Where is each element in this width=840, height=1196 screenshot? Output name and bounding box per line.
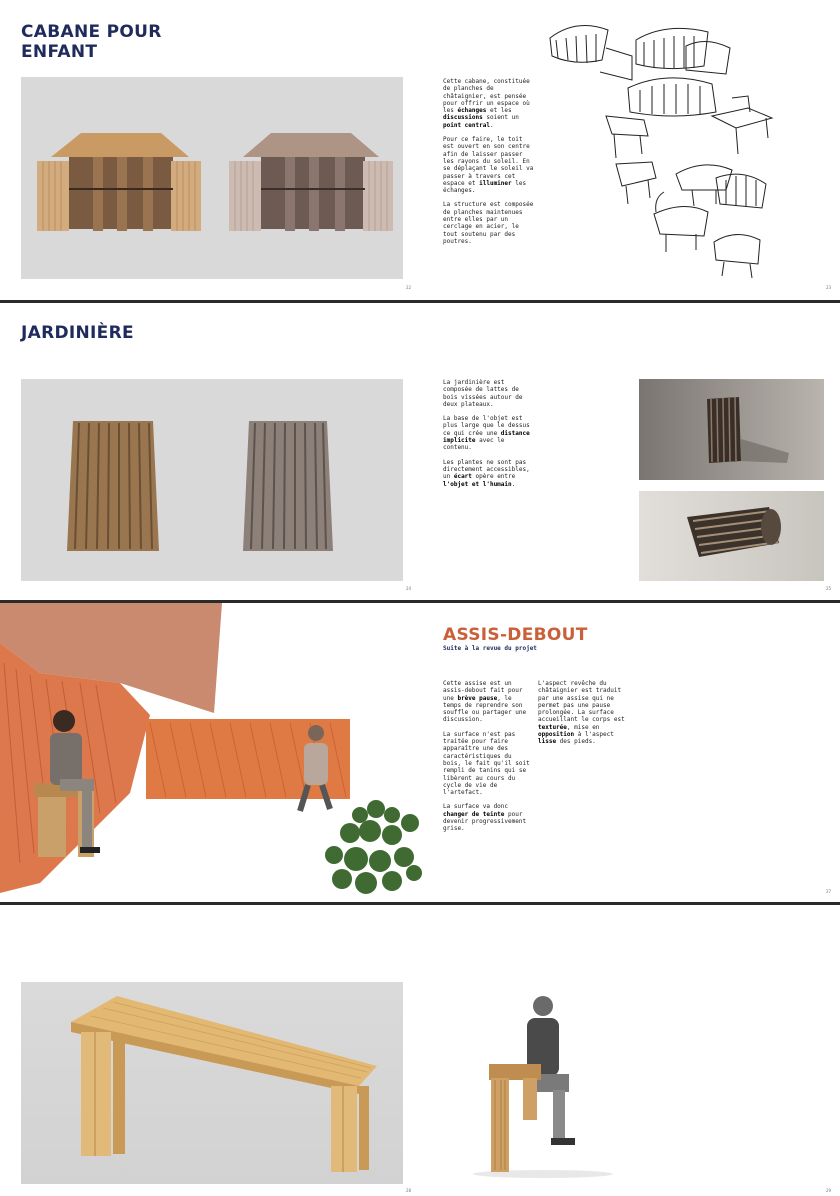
sketch-drawing-icon	[536, 8, 786, 280]
bench-person-photo	[443, 990, 628, 1180]
text-span: Cette cabane, constituée de planches de châtaignier, est pensée pour offrir un espace où les	[443, 78, 530, 115]
text-span: opère entre	[471, 473, 516, 481]
cabane-render-image	[21, 77, 403, 279]
cabane-sketches	[536, 8, 786, 280]
text-span: à l'aspect	[574, 731, 614, 739]
text-span: les échanges.	[443, 179, 527, 195]
wood-render-icon	[21, 982, 403, 1184]
page-number-left: 28	[406, 1188, 412, 1193]
bold-span: point central	[443, 121, 490, 129]
assis-paragraph-4	[538, 680, 626, 746]
text-span: pour devenir progressivement grise.	[443, 810, 527, 833]
bold-span: brève pause	[457, 694, 498, 702]
jardiniere-render	[21, 379, 403, 581]
text-span: .	[511, 480, 516, 488]
page-number-left: 24	[406, 586, 412, 591]
spread-cabane	[0, 0, 840, 300]
cabane-render	[21, 77, 403, 279]
text-span: La base de l'objet est plus large que le dessus ce qui crée une	[443, 415, 530, 437]
cabane-paragraph-3: La structure est composée de planches maintenues entre elles par un cerclage en acier, le tout soutenu par des poutres.	[443, 201, 534, 245]
text-span: et les	[486, 107, 512, 115]
assis-paragraph-2: La surface n'est pas traitée pour faire apparaître une des caractéristiques du bois, le fait qu'il soit rempli de tanins qui se libèrent au cours du cycle de vie de l'artefact.	[443, 730, 530, 797]
text-span: L'aspect revêche du châtaignier est traduit par une assise qui ne permet pas une pause prolongée. La surface accueillant le corps est	[538, 680, 625, 724]
assis-collage	[0, 603, 424, 902]
spread-jardiniere	[0, 303, 840, 600]
bench-render	[21, 982, 403, 1184]
jardiniere-paragraph-1: La jardinière est composée de lattes de bois vissées autour de deux plateaux.	[443, 379, 523, 408]
cabane-paragraph-1	[443, 78, 536, 129]
assis-subtitle: Suite à la revue du projet	[443, 645, 537, 652]
jardiniere-photo-1-image	[639, 379, 824, 480]
bold-span: texturée	[538, 723, 567, 731]
bold-span: lisse	[538, 738, 557, 746]
text-span: Cette assise est un assis-debout fait pour une	[443, 680, 523, 702]
cabane-title	[21, 22, 162, 62]
text-span: avec le contenu.	[443, 437, 505, 452]
jardiniere-photo-2	[639, 491, 824, 581]
text-span: , mise en	[566, 723, 600, 731]
bold-span: discussions	[443, 114, 483, 122]
assis-paragraph-1	[443, 680, 531, 724]
page-number-right: 25	[826, 586, 832, 591]
text-span: Pour ce faire, le toit est ouvert en son centre afin de laisser passer les rayons du soleil. En se déplaçant le soleil va passer à travers cet espace et	[443, 136, 534, 187]
assis-collage-image	[0, 603, 424, 902]
bold-span: l'objet et l'humain	[443, 480, 512, 488]
spread-assis-debout	[0, 603, 840, 902]
jardiniere-text	[443, 379, 536, 495]
assis-text-column-2	[538, 680, 626, 753]
bold-span: échanges	[457, 107, 487, 115]
jardiniere-photo-2-image	[639, 491, 824, 581]
jardiniere-photo-1	[639, 379, 824, 480]
person-figure-icon	[443, 990, 628, 1180]
bold-span: écart	[453, 473, 472, 481]
jardiniere-paragraph-3	[443, 459, 536, 488]
page-number-right: 29	[826, 1188, 832, 1193]
jardiniere-title: JARDINIÈRE	[21, 323, 134, 343]
bold-span: distance implicite	[443, 429, 530, 445]
text-span: soient un	[482, 114, 519, 122]
spread-bench	[0, 905, 840, 1196]
page-number-right: 27	[826, 889, 832, 894]
plant-cluster-icon	[325, 800, 422, 894]
assis-text-column-1	[443, 680, 531, 840]
cabane-paragraph-2	[443, 136, 536, 194]
jardiniere-paragraph-2	[443, 415, 536, 451]
bold-span: opposition	[538, 731, 575, 739]
text-span: Les plantes ne sont pas directement accessibles, un	[443, 458, 530, 481]
cabane-title-line2: ENFANT	[21, 42, 98, 62]
text-span: des pieds.	[556, 738, 596, 746]
jardiniere-render-image	[21, 379, 403, 581]
bold-span: illuminer	[479, 179, 512, 187]
bold-span: changer de teinte	[443, 810, 505, 818]
page-number-right: 23	[826, 285, 832, 290]
text-span: .	[489, 121, 494, 129]
text-span: , le temps de reprendre son souffle ou partager une discussion.	[443, 694, 527, 724]
cabane-text	[443, 78, 536, 252]
assis-paragraph-3	[443, 803, 531, 832]
text-span: La surface va donc	[443, 803, 509, 811]
cabane-title-line1: CABANE POUR	[21, 22, 162, 42]
page-number-left: 22	[406, 285, 412, 290]
assis-title: ASSIS-DEBOUT	[443, 625, 588, 645]
